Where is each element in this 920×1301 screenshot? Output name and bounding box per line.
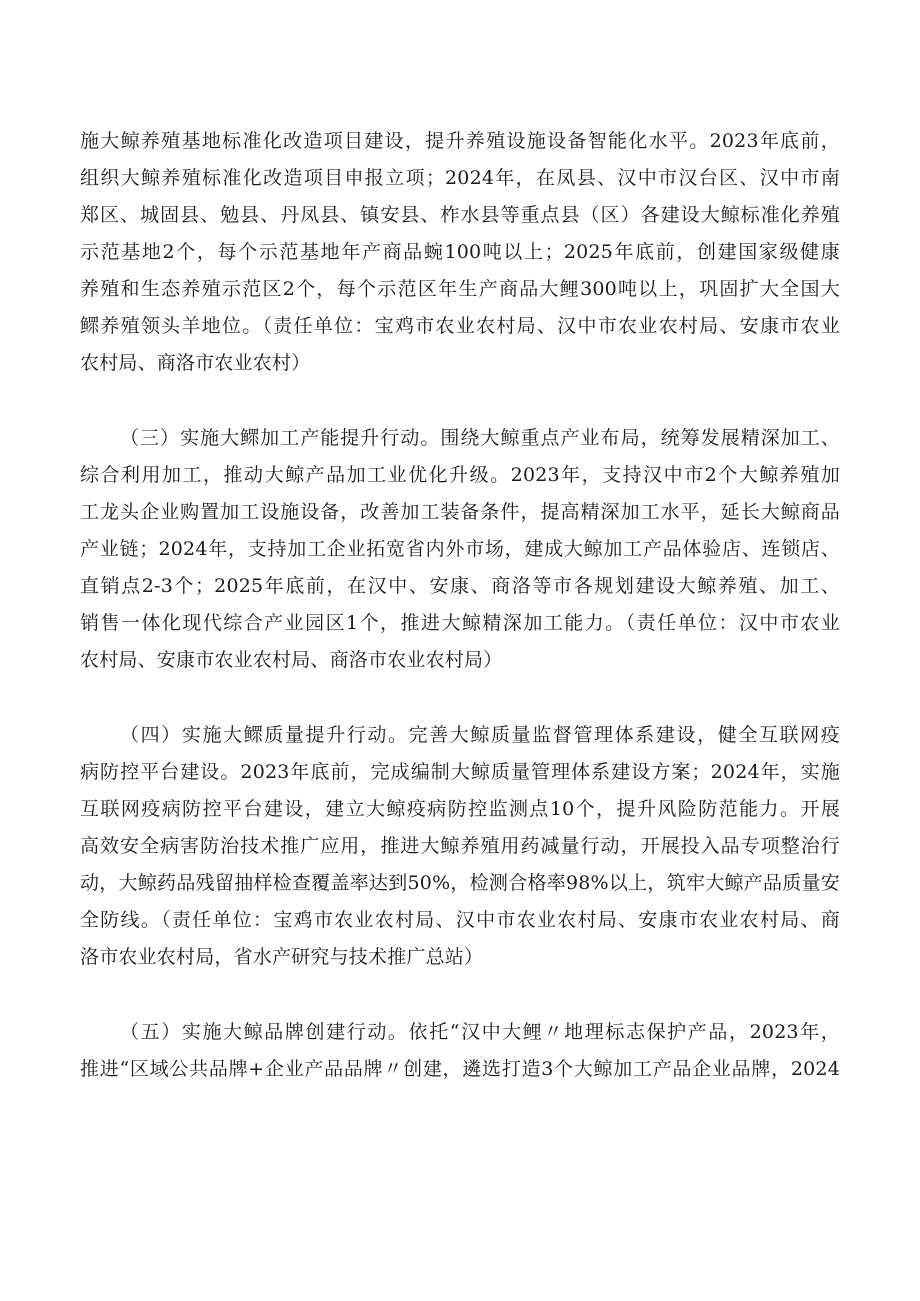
text-line: 产业链；2024年，支持加工企业拓宽省内外市场，建成大鲸加工产品体验店、连锁店、 — [80, 538, 840, 560]
text-line: 组织大鲸养殖标准化改造项目申报立项；2024年，在凤县、汉中市汉台区、汉中市南 — [80, 167, 840, 189]
text-line: 高效安全病害防治技术推广应用，推进大鲸养殖用药减量行动，开展投入品专项整治行 — [80, 835, 840, 857]
text-line: 养殖和生态养殖示范区2个，每个示范区年生产商品大鲤300吨以上，巩固扩大全国大 — [80, 278, 840, 300]
text-line: 工龙头企业购置加工设施设备，改善加工装备条件，提高精深加工水平，延长大鲸商品 — [80, 501, 840, 523]
text-line: 鳏养殖领头羊地位。（责任单位：宝鸡市农业农村局、汉中市农业农村局、安康市农业 — [80, 315, 840, 337]
text-line: （三）实施大鳏加工产能提升行动。围绕大鲸重点产业布局，统筹发展精深加工、 — [120, 427, 840, 449]
text-line: 施大鲸养殖基地标准化改造项目建设，提升养殖设施设备智能化水平。2023年底前， — [80, 130, 840, 152]
text-line: 销售一体化现代综合产业园区1个，推进大鲸精深加工能力。（责任单位：汉中市农业 — [80, 612, 840, 634]
text-line: 农村局、安康市农业农村局、商洛市农业农村局） — [80, 649, 503, 671]
text-line: 综合利用加工，推动大鲸产品加工业优化升级。2023年，支持汉中市2个大鲸养殖加 — [80, 464, 840, 486]
text-line: 病防控平台建设。2023年底前，完成编制大鲸质量管理体系建设方案；2024年，实施 — [80, 761, 840, 783]
text-line: 直销点2-3个；2025年底前，在汉中、安康、商洛等市各规划建设大鲸养殖、加工、 — [80, 575, 840, 597]
text-line: （五）实施大鲸品牌创建行动。依托“汉中大鲤〃地理标志保护产品，2023年， — [120, 1021, 840, 1043]
text-line: 动，大鲸药品残留抽样检查覆盖率达到50%，检测合格率98%以上，筑牢大鲸产品质量安 — [80, 872, 840, 894]
text-line: 全防线。（责任单位：宝鸡市农业农村局、汉中市农业农村局、安康市农业农村局、商 — [80, 909, 840, 931]
text-line: 郑区、城固县、勉县、丹凤县、镇安县、柞水县等重点县（区）各建设大鲸标准化养殖 — [80, 204, 840, 226]
text-line: （四）实施大鳏质量提升行动。完善大鲸质量监督管理体系建设，健全互联网疫 — [120, 724, 840, 746]
text-line: 互联网疫病防控平台建设，建立大鲸疫病防控监测点10个，提升风险防范能力。开展 — [80, 798, 840, 820]
text-line: 洛市农业农村局，省水产研究与技术推广总站） — [80, 946, 484, 968]
text-line: 推进“区域公共品牌+企业产品品牌〃创建，遴选打造3个大鲸加工产品企业品牌，2024 — [80, 1058, 840, 1080]
text-line: 示范基地2个，每个示范基地年产商品蜿100吨以上；2025年底前，创建国家级健康 — [80, 241, 840, 263]
text-line: 农村局、商洛市农业农村） — [80, 352, 311, 374]
